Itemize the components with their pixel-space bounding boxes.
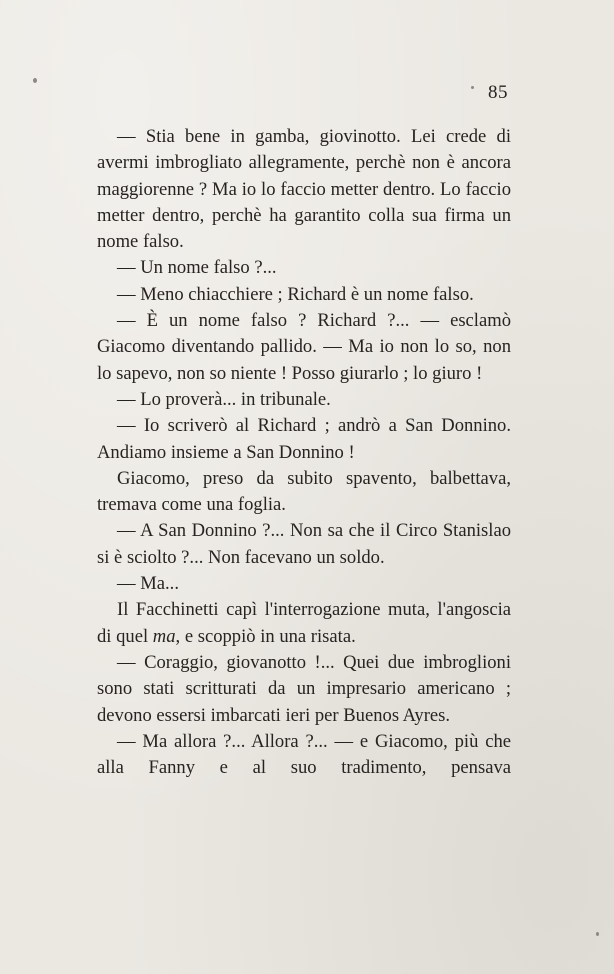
print-speck — [471, 86, 474, 89]
paragraph: Giacomo, preso da subito spavento, balbettava, tremava come una foglia. — [97, 467, 511, 516]
paragraph — [97, 597, 511, 650]
paragraph: — Meno chiacchiere ; Richard è un nome falso. — [117, 283, 474, 305]
paragraph: — Un nome falso ?... — [117, 257, 277, 279]
paragraph: — Coraggio, giovanotto !... Quei due imbroglioni sono stati scritturati da un impresario americano ; devono essersi imbarcati ieri per Buenos Ayres. — [97, 651, 511, 726]
print-speck — [33, 78, 37, 83]
page-number: 85 — [488, 82, 508, 103]
paragraph: — Io scriverò al Richard ; andrò a San Donnino. Andiamo insieme a San Donnino ! — [97, 415, 511, 463]
paragraph-text: Il Facchinetti capì l'interrogazione muta, l'angoscia di quel — [97, 599, 511, 647]
paragraph-text: , e scoppiò in una risata. — [175, 625, 356, 647]
emphasis-text: ma — [152, 625, 176, 647]
body-text — [97, 124, 511, 781]
paragraph: — Stia bene in gamba, giovinotto. Lei crede di avermi imbrogliato allegramente, perchè non è ancora maggiorenne ? Ma io lo faccio metter dentro. Lo faccio metter dentro, perchè ha garantito colla sua firma un nome falso. — [97, 126, 511, 253]
paragraph: — Ma... — [117, 573, 179, 595]
paragraph: — A San Donnino ?... Non sa che il Circo Stanislao si è sciolto ?... Non facevano un soldo. — [97, 520, 511, 568]
print-speck — [596, 932, 599, 936]
paragraph: — Ma allora ?... Allora ?... — e Giacomo, più che alla Fanny e al suo tradimento, pensava — [97, 730, 511, 779]
paragraph: — Lo proverà... in tribunale. — [117, 388, 331, 410]
paragraph: — È un nome falso ? Richard ?... — esclamò Giacomo diventando pallido. — Ma io non lo so, non lo sapevo, non so niente ! Posso giurarlo ; lo giuro ! — [97, 310, 511, 384]
